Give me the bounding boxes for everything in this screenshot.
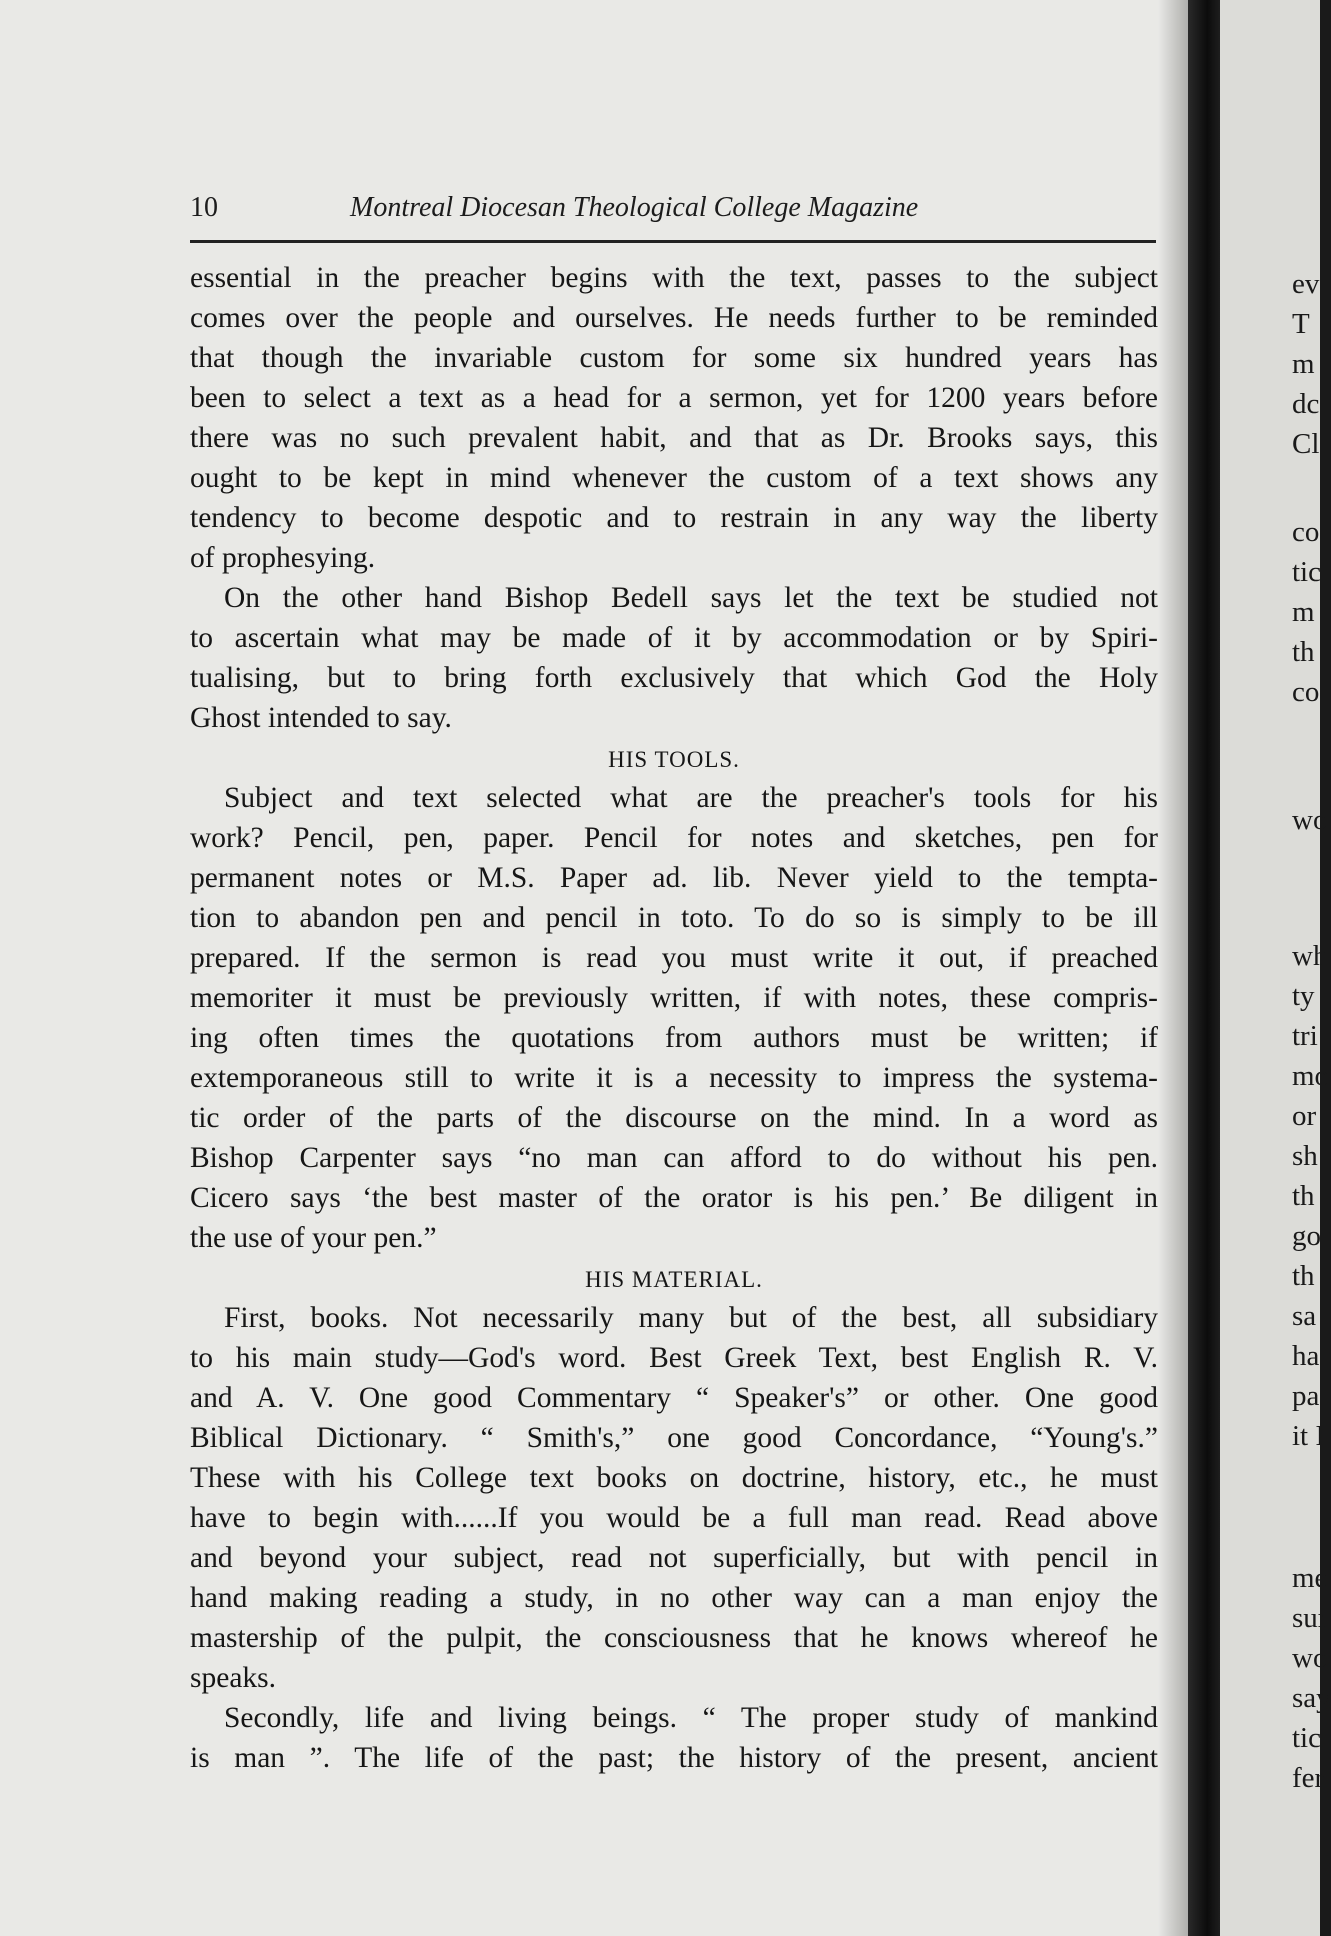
- adjacent-page-fragment: pa: [1292, 1380, 1320, 1412]
- text-line: have to begin with......If you would be a full man read. Read above: [190, 1502, 1158, 1534]
- text-line: there was no such prevalent habit, and that as Dr. Brooks says, this: [190, 422, 1158, 454]
- adjacent-page-fragment: sh: [1292, 1140, 1318, 1172]
- adjacent-page-fragment: T: [1292, 308, 1310, 340]
- header-rule: [190, 240, 1156, 243]
- section-heading-tools: HIS TOOLS.: [608, 747, 740, 772]
- text-line: prepared. If the sermon is read you must write it out, if preached: [190, 942, 1158, 974]
- text-line: tion to abandon pen and pencil in toto. To do so is simply to be ill: [190, 902, 1158, 934]
- adjacent-page-fragment: ha: [1292, 1340, 1320, 1372]
- adjacent-page-fragment: mo: [1292, 1060, 1330, 1092]
- adjacent-page-fragment: sur: [1292, 1602, 1328, 1634]
- text-line: Ghost intended to say.: [190, 702, 452, 734]
- text-line: and beyond your subject, read not superficially, but with pencil in: [190, 1542, 1158, 1574]
- adjacent-page-fragment: go: [1292, 1220, 1321, 1252]
- text-line: Bishop Carpenter says “no man can afford to do without his pen.: [190, 1142, 1158, 1174]
- adjacent-page-fragment: it I: [1292, 1420, 1326, 1452]
- adjacent-page-fragment: or: [1292, 1100, 1317, 1132]
- text-line: and A. V. One good Commentary “ Speaker's” or other. One good: [190, 1382, 1158, 1414]
- text-line: These with his College text books on doctrine, history, etc., he must: [190, 1462, 1158, 1494]
- text-line: Subject and text selected what are the preacher's tools for his: [224, 782, 1158, 814]
- adjacent-page-fragment: me: [1292, 1562, 1328, 1594]
- page-header: [190, 190, 1156, 230]
- adjacent-page-fragment: tic: [1292, 556, 1321, 588]
- adjacent-page: [1220, 0, 1331, 1936]
- adjacent-page-fragment: dc: [1292, 388, 1320, 420]
- adjacent-page-fragment: ty: [1292, 980, 1315, 1012]
- text-line: Secondly, life and living beings. “ The proper study of mankind: [224, 1702, 1158, 1734]
- adjacent-page-fragment: tic: [1292, 1722, 1321, 1754]
- text-line: ing often times the quotations from authors must be written; if: [190, 1022, 1158, 1054]
- text-line: Cicero says ‘the best master of the orator is his pen.’ Be diligent in: [190, 1182, 1158, 1214]
- text-line: tualising, but to bring forth exclusively that which God the Holy: [190, 662, 1158, 694]
- adjacent-page-fragment: wo: [1292, 804, 1328, 836]
- text-line: the use of your pen.”: [190, 1222, 437, 1254]
- adjacent-page-fragment: fer: [1292, 1762, 1325, 1794]
- adjacent-page-fragment: Cl: [1292, 428, 1320, 460]
- text-line: First, books. Not necessarily many but of the best, all subsidiary: [224, 1302, 1158, 1334]
- text-line: to ascertain what may be made of it by accommodation or by Spiri-: [190, 622, 1158, 654]
- adjacent-page-fragment: tri: [1292, 1020, 1318, 1052]
- text-line: that though the invariable custom for some six hundred years has: [190, 342, 1158, 374]
- section-heading-material: HIS MATERIAL.: [585, 1267, 763, 1292]
- text-line: comes over the people and ourselves. He needs further to be reminded: [190, 302, 1158, 334]
- text-line: tic order of the parts of the discourse on the mind. In a word as: [190, 1102, 1158, 1134]
- body-text: [190, 258, 1158, 1778]
- adjacent-page-fragment: wh: [1292, 940, 1328, 972]
- text-line: mastership of the pulpit, the consciousness that he knows whereof he: [190, 1622, 1158, 1654]
- text-line: hand making reading a study, in no other way can a man enjoy the: [190, 1582, 1158, 1614]
- adjacent-page-fragment: say: [1292, 1682, 1331, 1714]
- page-number: 10: [190, 192, 218, 223]
- adjacent-page-fragment: th: [1292, 636, 1315, 668]
- text-line: permanent notes or M.S. Paper ad. lib. Never yield to the tempta-: [190, 862, 1158, 894]
- text-line: On the other hand Bishop Bedell says let the text be studied not: [224, 582, 1158, 614]
- text-line: speaks.: [190, 1662, 277, 1694]
- text-line: work? Pencil, pen, paper. Pencil for notes and sketches, pen for: [190, 822, 1158, 854]
- adjacent-page-fragment: m: [1292, 348, 1315, 380]
- adjacent-page-fragment: m: [1292, 596, 1315, 628]
- adjacent-page-fragment: sa: [1292, 1300, 1317, 1332]
- text-line: been to select a text as a head for a sermon, yet for 1200 years before: [190, 382, 1158, 414]
- running-title: Montreal Diocesan Theological College Magazine: [350, 192, 919, 223]
- adjacent-page-fragment: ev: [1292, 268, 1320, 300]
- adjacent-page-fragment: wo: [1292, 1642, 1328, 1674]
- text-line: tendency to become despotic and to restrain in any way the liberty: [190, 502, 1158, 534]
- text-line: memoriter it must be previously written, if with notes, these compris-: [190, 982, 1158, 1014]
- text-line: Biblical Dictionary. “ Smith's,” one good Concordance, “Young's.”: [190, 1422, 1158, 1454]
- text-line: ought to be kept in mind whenever the custom of a text shows any: [190, 462, 1158, 494]
- page-edge-shadow: [1158, 0, 1188, 1936]
- text-line: extemporaneous still to write it is a necessity to impress the systema-: [190, 1062, 1158, 1094]
- text-line: is man ”. The life of the past; the history of the present, ancient: [190, 1742, 1158, 1774]
- adjacent-page-fragment: th: [1292, 1260, 1315, 1292]
- text-line: of prophesying.: [190, 542, 376, 574]
- text-line: essential in the preacher begins with the text, passes to the subject: [190, 262, 1158, 294]
- adjacent-page-fragment: th: [1292, 1180, 1315, 1212]
- adjacent-page-fragment: co: [1292, 676, 1320, 708]
- adjacent-page-fragment: co: [1292, 516, 1320, 548]
- book-spine-gutter: [1188, 0, 1220, 1936]
- text-line: to his main study—God's word. Best Greek Text, best English R. V.: [190, 1342, 1158, 1374]
